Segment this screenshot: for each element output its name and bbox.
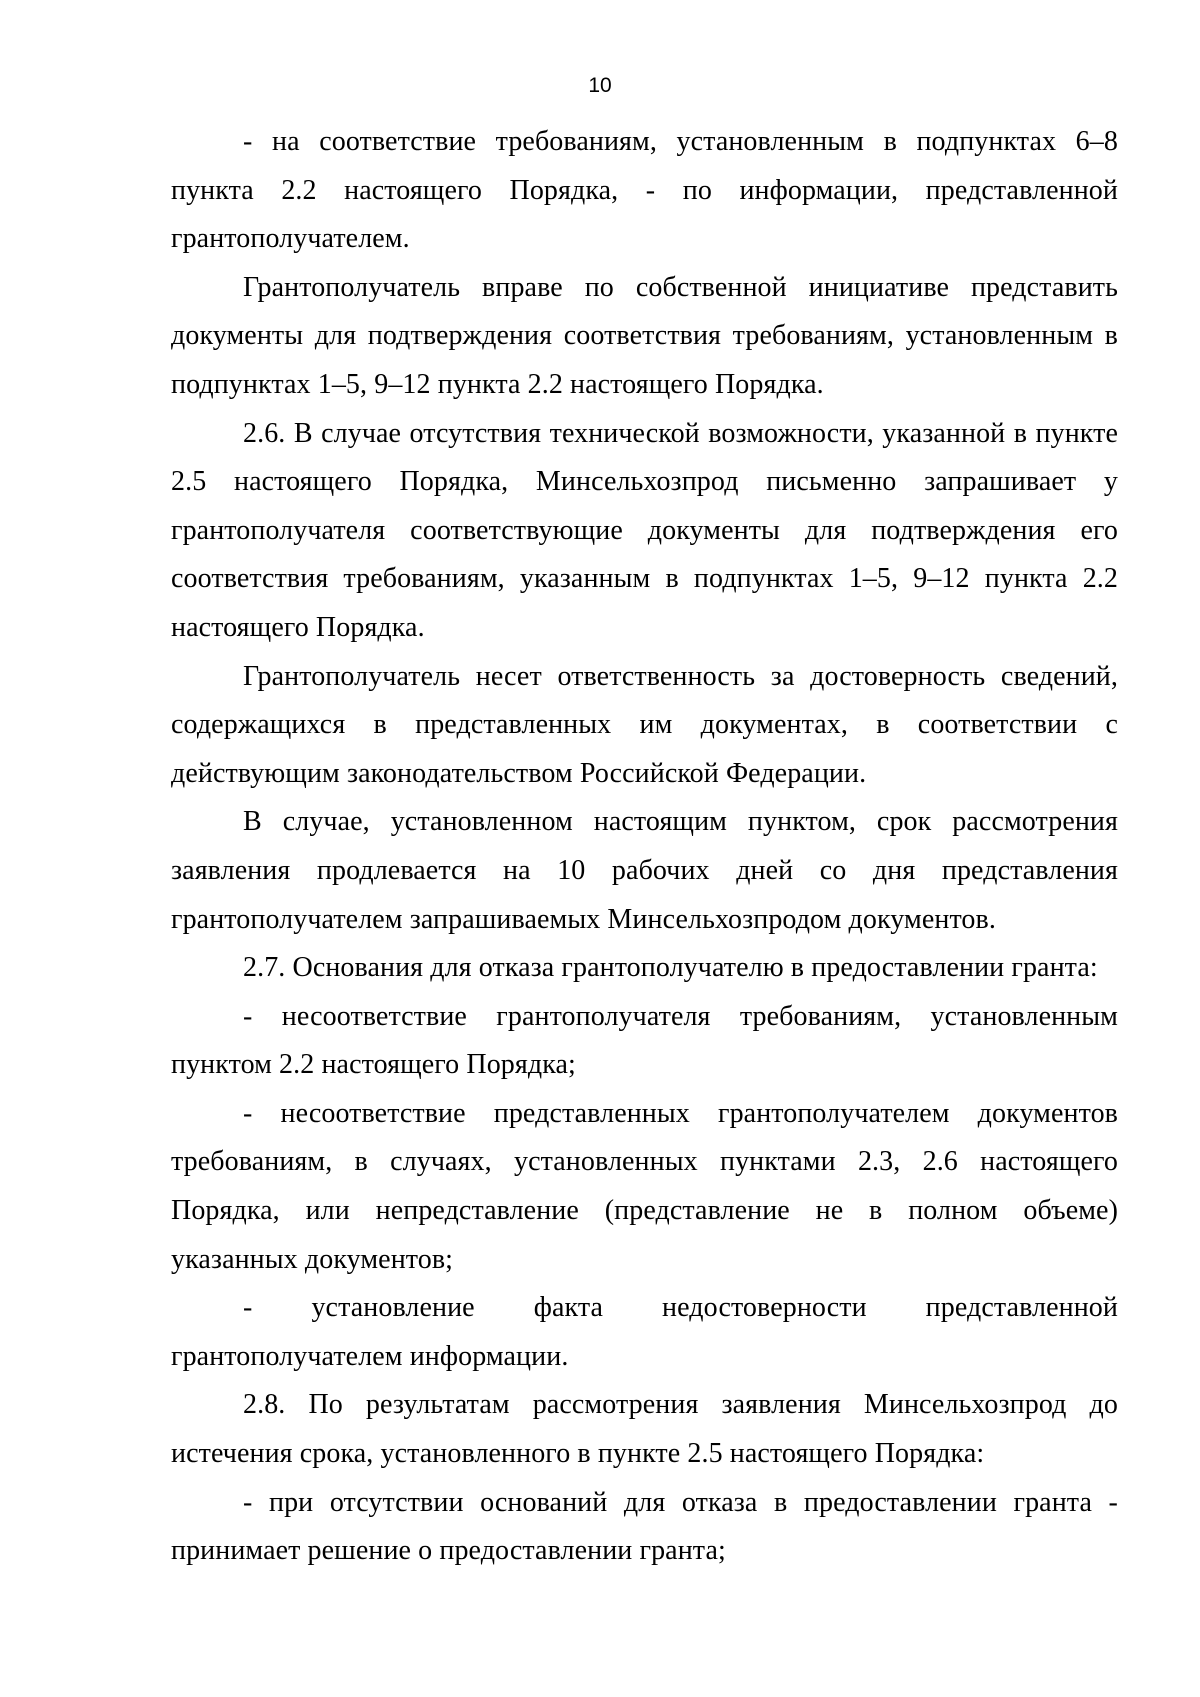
paragraph-refusal-ground-3: - установление факта недостоверности представленной грантополучателем информации. [171, 1292, 1118, 1372]
page-number: 10 [588, 74, 612, 97]
paragraph-refusal-ground-2: - несоответствие представленных грантополучателем документов требованиям, в случаях, установленных пунктами 2.3, 2.6 настоящего Порядка, или непредставление (представление не в полном объеме) указанных документов; [171, 1097, 1118, 1275]
document-body [171, 118, 1118, 1576]
paragraph-requirements-6-8: - на соответствие требованиям, установленным в подпунктах 6–8 пункта 2.2 настоящего Порядка, - по информации, представленной грантополучателем. [171, 126, 1118, 255]
paragraph-2-8: 2.8. По результатам рассмотрения заявления Минсельхозпрод до истечения срока, установленного в пункте 2.5 настоящего Порядка: [171, 1389, 1118, 1470]
paragraph-refusal-ground-1: - несоответствие грантополучателя требованиям, установленным пунктом 2.2 настоящего Порядка; [171, 1000, 1118, 1081]
paragraph-grant-decision: - при отсутствии оснований для отказа в предоставлении гранта - принимает решение о предоставлении гранта; [171, 1486, 1118, 1567]
paragraph-own-initiative: Грантополучатель вправе по собственной инициативе представить документы для подтверждения соответствия требованиям, установленным в подпунктах 1–5, 9–12 пункта 2.2 настоящего Порядка. [171, 271, 1118, 400]
paragraph-2-7: 2.7. Основания для отказа грантополучателю в предоставлении гранта: [243, 952, 1098, 984]
paragraph-responsibility: Грантополучатель несет ответственность за достоверность сведений, содержащихся в представленных им документах, в соответствии с действующим законодательством Российской Федерации. [171, 660, 1118, 789]
paragraph-term-extension: В случае, установленном настоящим пунктом, срок рассмотрения заявления продлевается на 10 рабочих дней со дня представления грантополучателем запрашиваемых Минсельхозпродом документов. [171, 806, 1118, 935]
paragraph-2-6: 2.6. В случае отсутствия технической возможности, указанной в пункте 2.5 настоящего Порядка, Минсельхозпрод письменно запрашивает у грантополучателя соответствующие документы для подтверждения его соответствия требованиям, указанным в подпунктах 1–5, 9–12 пункта 2.2 настоящего Порядка. [171, 417, 1118, 643]
